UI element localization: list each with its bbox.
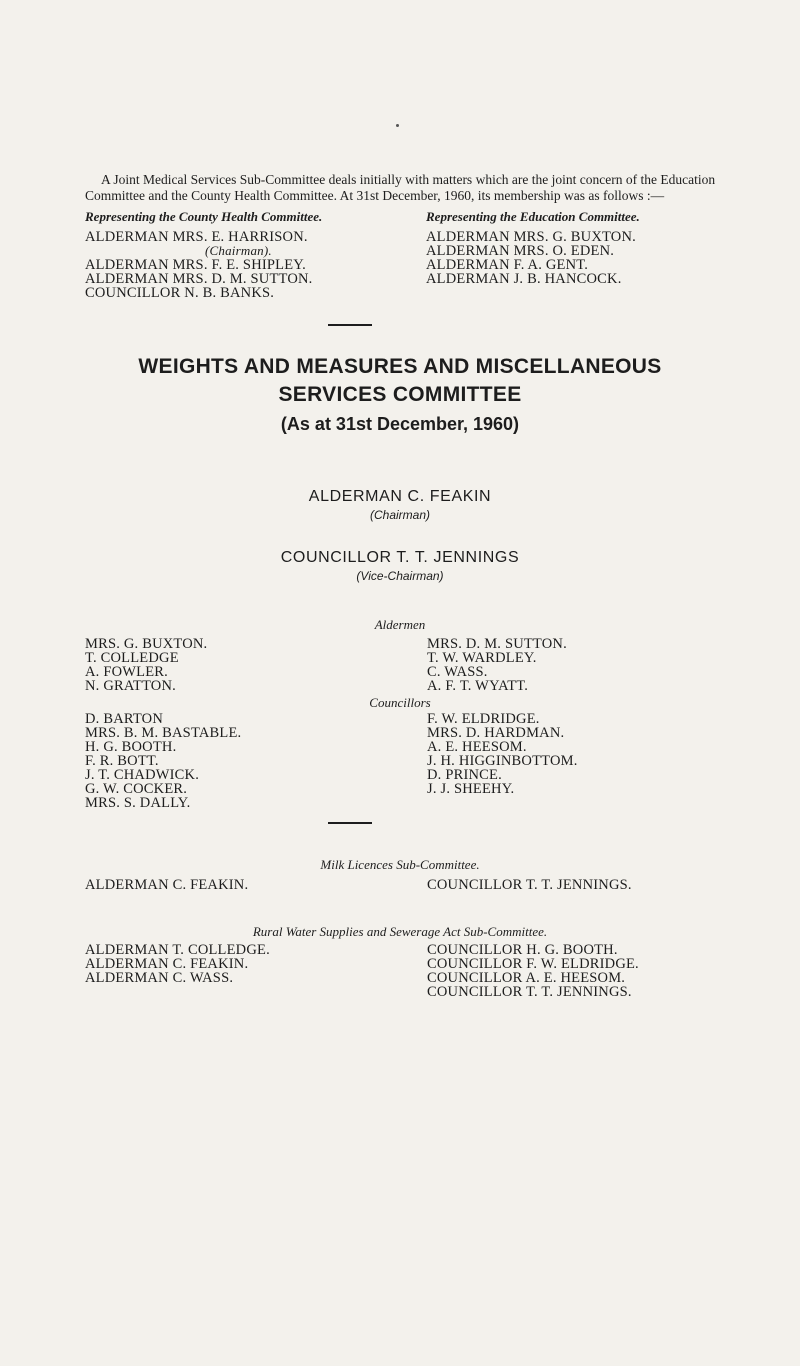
member-line: ALDERMAN J. B. HANCOCK. — [426, 271, 622, 287]
alderman-name: MRS. D. M. SUTTON. — [427, 636, 567, 652]
councillor-name: J. T. CHADWICK. — [85, 767, 200, 783]
section-divider — [328, 822, 372, 824]
rural-member: ALDERMAN C. WASS. — [85, 970, 234, 986]
councillor-name: J. H. HIGGINBOTTOM. — [427, 753, 578, 769]
rural-committee-heading: Rural Water Supplies and Sewerage Act Sub-Committee. — [252, 924, 548, 939]
alderman-name: N. GRATTON. — [85, 678, 176, 694]
alderman-name: A. F. T. WYATT. — [427, 678, 529, 694]
councillor-name: MRS. D. HARDMAN. — [427, 725, 565, 741]
aldermen-heading: Aldermen — [374, 617, 426, 632]
councillors-heading: Councillors — [369, 695, 431, 710]
councillor-name: H. G. BOOTH. — [85, 739, 177, 755]
member-line: ALDERMAN MRS. O. EDEN. — [426, 243, 615, 259]
councillor-name: D. PRINCE. — [427, 767, 502, 783]
section-divider — [328, 324, 372, 326]
member-role: (Chairman). — [205, 243, 272, 258]
rural-member: COUNCILLOR A. E. HEESOM. — [427, 970, 626, 986]
councillor-name: J. J. SHEEHY. — [427, 781, 515, 797]
rural-member: ALDERMAN T. COLLEDGE. — [85, 942, 270, 958]
member-line: ALDERMAN MRS. E. HARRISON. — [85, 229, 308, 245]
councillors-left-column — [85, 712, 345, 810]
rural-member: COUNCILLOR H. G. BOOTH. — [427, 942, 618, 958]
rural-committee-right-column — [427, 943, 767, 999]
member-line: ALDERMAN MRS. F. E. SHIPLEY. — [85, 257, 306, 273]
councillor-name: MRS. S. DALLY. — [85, 795, 191, 811]
alderman-name: T. W. WARDLEY. — [427, 650, 537, 666]
milk-committee-right-member: COUNCILLOR T. T. JENNINGS. — [427, 877, 632, 893]
alderman-name: T. COLLEDGE — [85, 650, 179, 666]
chairman-role: (Chairman) — [369, 508, 430, 522]
councillor-name: F. W. ELDRIDGE. — [427, 711, 540, 727]
member-line: ALDERMAN MRS. G. BUXTON. — [426, 229, 636, 245]
committee-title-line2: SERVICES COMMITTEE — [278, 383, 522, 406]
health-committee-heading: Representing the County Health Committee. — [85, 209, 323, 224]
councillor-name: G. W. COCKER. — [85, 781, 188, 797]
rural-member: ALDERMAN C. FEAKIN. — [85, 956, 249, 972]
aldermen-right-column — [427, 637, 727, 693]
rural-committee-left-column — [85, 943, 385, 985]
vice-chairman-role: (Vice-Chairman) — [356, 569, 444, 583]
intro-paragraph: A Joint Medical Services Sub-Committee deals initially with matters which are the joint concern of the Education Committee and the County Health Committee. At 31st December, 1960, its membership was as follows :— — [85, 171, 716, 203]
councillor-name: MRS. B. M. BASTABLE. — [85, 725, 242, 741]
councillors-right-column — [427, 712, 747, 796]
milk-committee-heading: Milk Licences Sub-Committee. — [320, 857, 480, 872]
committee-date: (As at 31st December, 1960) — [280, 414, 520, 434]
education-committee-column — [426, 210, 766, 286]
member-line: ALDERMAN F. A. GENT. — [426, 257, 589, 273]
alderman-name: MRS. G. BUXTON. — [85, 636, 208, 652]
vice-chairman-name: COUNCILLOR T. T. JENNINGS — [280, 549, 520, 566]
alderman-name: A. FOWLER. — [85, 664, 168, 680]
councillor-name: A. E. HEESOM. — [427, 739, 527, 755]
print-speck — [396, 124, 399, 127]
chairman-name: ALDERMAN C. FEAKIN — [308, 488, 492, 505]
milk-committee-left-member: ALDERMAN C. FEAKIN. — [85, 877, 249, 893]
alderman-name: C. WASS. — [427, 664, 488, 680]
aldermen-left-column — [85, 637, 325, 693]
rural-member: COUNCILLOR F. W. ELDRIDGE. — [427, 956, 639, 972]
member-line: ALDERMAN MRS. D. M. SUTTON. — [85, 271, 313, 287]
member-line: COUNCILLOR N. B. BANKS. — [85, 285, 275, 301]
councillor-name: F. R. BOTT. — [85, 753, 159, 769]
education-committee-heading: Representing the Education Committee. — [426, 209, 640, 224]
councillor-name: D. BARTON — [85, 711, 164, 727]
health-committee-column — [85, 210, 415, 300]
rural-member: COUNCILLOR T. T. JENNINGS. — [427, 984, 632, 1000]
committee-title-line1: WEIGHTS AND MEASURES AND MISCELLANEOUS — [138, 355, 662, 378]
